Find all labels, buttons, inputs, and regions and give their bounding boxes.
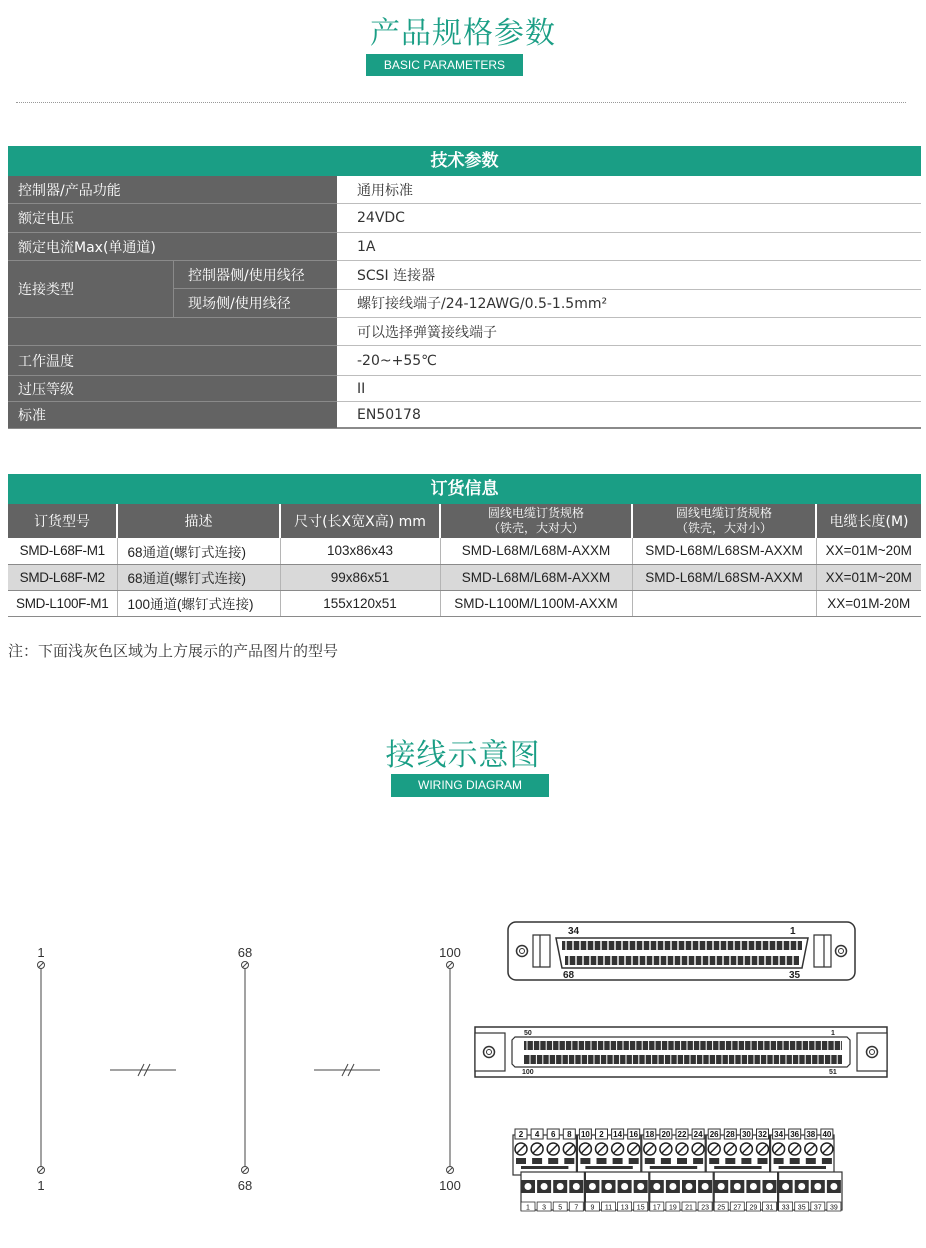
scsi68-label-bottom-right: 35 [789,970,801,981]
col-cable-small-line2: （铁壳，大对小） [675,521,772,535]
tech-row-temperature [8,346,921,376]
terminal-top-number: 4 [534,1130,540,1139]
col-cable-large-line1: 圆线电缆订货规格 [487,506,584,520]
wiring-section-badge: WIRING DIAGRAM [391,774,549,797]
break-symbol-2 [314,1064,380,1076]
scsi68-label-top-left: 34 [568,926,580,937]
spec-section-badge: BASIC PARAMETERS [366,54,523,76]
terminal-bottom-number: 37 [813,1204,822,1212]
terminal-hole-icon [605,1183,612,1190]
terminal-wire-entry [693,1158,703,1164]
terminal-wire-entry [548,1158,558,1164]
tech-row-connection-extra [8,318,921,346]
line100-bottom-label: 100 [439,1178,461,1193]
terminal-wire-entry [661,1158,671,1164]
terminal-top-number: 6 [550,1130,556,1139]
wire-line-1 [38,962,45,1174]
terminal-upper-label-strip [779,1166,826,1169]
terminal-bottom-number: 21 [685,1204,693,1212]
cell-length: XX=01M~20M [816,564,921,590]
spec-section-title: 产品规格参数 [370,16,556,51]
terminal-top-number: 30 [741,1130,751,1139]
col-cable-small-line1: 圆线电缆订货规格 [675,506,772,520]
cell-model: SMD-L68F-M2 [8,564,117,590]
col-cable-small [632,504,816,538]
terminal-wire-entry [580,1158,590,1164]
terminal-hole-icon [669,1183,676,1190]
tech-row-function [8,176,921,204]
scsi-68-connector [508,922,855,981]
terminal-bottom-number: 9 [590,1204,595,1212]
cell-desc: 68通道(螺钉式连接) [117,564,280,590]
wire-line-100 [447,962,454,1174]
break-symbol-1 [110,1064,176,1076]
order-table-header-row [8,504,921,538]
cell-model: SMD-L68F-M1 [8,538,117,564]
tech-table-heading: 技术参数 [8,146,921,176]
col-length: 电缆长度(M) [816,504,921,538]
terminal-top-number: 10 [580,1130,590,1139]
cell-length: XX=01M-20M [816,590,921,616]
terminal-wire-entry [532,1158,542,1164]
row-label: 控制器/产品功能 [8,176,337,204]
col-cable-large [440,504,632,538]
order-info-table [8,474,921,617]
terminal-wire-entry [516,1158,526,1164]
cell-cable-small [632,590,816,616]
terminal-bottom-number: 19 [669,1204,677,1212]
cell-length: XX=01M~20M [816,538,921,564]
terminal-bottom-number: 35 [797,1204,806,1212]
row-label: 额定电压 [8,204,337,233]
terminal-upper-label-strip [650,1166,697,1169]
terminal-top-number: 18 [645,1130,655,1139]
col-size: 尺寸(长X宽X高) mm [280,504,440,538]
terminal-top-number: 24 [693,1130,703,1139]
terminal-top-number: 20 [661,1130,671,1139]
terminal-bottom-number: 5 [558,1204,563,1212]
terminal-wire-entry [758,1158,768,1164]
field-side-label: 现场侧/使用线径 [174,289,337,318]
terminal-hole-icon [637,1183,644,1190]
terminal-bottom-number: 15 [636,1204,645,1212]
cell-size: 99x86x51 [280,564,440,590]
terminal-wire-entry [774,1158,784,1164]
line1-top-label: 1 [37,945,45,960]
terminal-top-number: 34 [774,1130,784,1139]
terminal-top-number: 32 [758,1130,767,1139]
wire-line-68 [242,962,249,1174]
terminal-hole-icon [589,1183,596,1190]
row-value: EN50178 [337,402,921,429]
terminal-hole-icon [798,1183,805,1190]
terminal-hole-icon [750,1183,757,1190]
terminal-top-number: 40 [822,1130,832,1139]
cell-size: 155x120x51 [280,590,440,616]
terminal-bottom-number: 39 [830,1204,838,1212]
tech-row-voltage [8,204,921,233]
terminal-bottom-number: 13 [620,1204,629,1212]
terminal-top-number: 2 [599,1130,604,1139]
row-value: 可以选择弹簧接线端子 [337,318,921,346]
terminal-hole-icon [557,1183,564,1190]
row-value: 通用标准 [337,176,921,204]
terminal-top-number: 26 [709,1130,719,1139]
terminal-wire-entry [806,1158,816,1164]
cell-cable-large: SMD-L68M/L68M-AXXM [440,564,632,590]
terminal-wire-entry [741,1158,751,1164]
terminal-hole-icon [653,1183,660,1190]
terminal-wire-entry [790,1158,800,1164]
terminal-bottom-number: 11 [604,1204,613,1212]
terminal-hole-icon [525,1183,532,1190]
terminal-wire-entry [597,1158,607,1164]
terminal-hole-icon [541,1183,548,1190]
table-row [8,564,921,590]
line68-top-label: 68 [237,945,253,960]
table-row [8,538,921,564]
row-value: 24VDC [337,204,921,233]
row-value: 1A [337,233,921,261]
terminal-hole-icon [686,1183,693,1190]
terminal-wire-entry [677,1158,687,1164]
terminal-bottom-number: 3 [542,1204,547,1212]
terminal-top-number: 38 [806,1130,816,1139]
line68-bottom-label: 68 [237,1178,253,1193]
terminal-hole-icon [621,1183,628,1190]
col-model: 订货型号 [8,504,117,538]
scsi68-label-top-right: 1 [790,926,796,937]
terminal-bottom-number: 7 [574,1204,579,1212]
cell-cable-small: SMD-L68M/L68SM-AXXM [632,538,816,564]
cell-desc: 68通道(螺钉式连接) [117,538,280,564]
tech-row-current [8,233,921,261]
scsi100-label-bottom-left: 100 [522,1069,534,1076]
scsi68-label-bottom-left: 68 [563,970,575,981]
scsi100-label-bottom-right: 51 [829,1069,837,1076]
cell-cable-small: SMD-L68M/L68SM-AXXM [632,564,816,590]
col-cable-large-line2: （铁壳，大对大） [487,521,584,535]
line1-bottom-label: 1 [37,1178,45,1193]
terminal-bottom-number: 29 [749,1204,758,1212]
scsi100-label-top-right: 1 [831,1030,835,1037]
terminal-top-number: 8 [567,1130,572,1139]
terminal-top-number: 2 [518,1130,524,1139]
terminal-upper-label-strip [521,1166,568,1169]
tech-params-table [8,146,921,429]
terminal-wire-entry [822,1158,832,1164]
scsi100-label-top-left: 50 [524,1030,532,1037]
terminal-bottom-number: 25 [717,1204,726,1212]
cell-model: SMD-L100F-M1 [8,590,117,616]
scsi-100-connector [475,1027,887,1077]
terminal-bottom-number: 27 [733,1204,742,1212]
controller-side-label: 控制器侧/使用线径 [174,261,337,289]
terminal-hole-icon [814,1183,821,1190]
terminal-bottom-number: 1 [526,1204,530,1212]
tech-row-standard [8,402,921,429]
terminal-hole-icon [573,1183,580,1190]
terminal-top-number: 16 [629,1130,639,1139]
tech-row-connection [8,261,921,318]
terminal-upper-label-strip [585,1166,632,1169]
terminal-wire-entry [709,1158,719,1164]
line100-top-label: 100 [439,945,461,960]
cell-cable-large: SMD-L68M/L68M-AXXM [440,538,632,564]
order-table-heading: 订货信息 [8,474,921,504]
row-label-empty [8,318,337,346]
field-side-value: 螺钉接线端子/24-12AWG/0.5-1.5mm² [337,290,921,319]
row-label: 工作温度 [8,346,337,376]
terminal-hole-icon [702,1183,709,1190]
terminal-upper-label-strip [714,1166,761,1169]
cell-size: 103x86x43 [280,538,440,564]
row-label: 过压等级 [8,376,337,402]
wiring-diagram [0,900,926,1230]
terminal-hole-icon [718,1183,725,1190]
terminal-hole-icon [766,1183,773,1190]
cell-cable-large: SMD-L100M/L100M-AXXM [440,590,632,616]
terminal-wire-entry [629,1158,639,1164]
terminal-wire-entry [725,1158,735,1164]
terminal-top-number: 22 [677,1130,687,1139]
controller-side-value: SCSI 连接器 [337,261,921,290]
terminal-bottom-number: 33 [781,1204,790,1212]
terminal-bottom-number: 31 [765,1204,774,1212]
terminal-hole-icon [734,1183,741,1190]
row-value: II [337,376,921,402]
terminal-bottom-number: 23 [701,1204,709,1212]
terminal-top-number: 28 [725,1130,735,1139]
tech-row-overvoltage [8,376,921,402]
cell-desc: 100通道(螺钉式连接) [117,590,280,616]
connection-type-label: 连接类型 [8,261,174,318]
col-desc: 描述 [117,504,280,538]
terminal-hole-icon [782,1183,789,1190]
note-text: 注：下面浅灰色区域为上方展示的产品图片的型号 [8,642,339,660]
terminal-hole-icon [830,1183,837,1190]
wiring-section-title: 接线示意图 [385,738,541,773]
terminal-wire-entry [564,1158,574,1164]
terminal-block [513,1129,842,1212]
terminal-top-number: 36 [790,1130,800,1139]
terminal-bottom-number: 17 [652,1204,661,1212]
terminal-wire-entry [645,1158,655,1164]
section-divider [16,102,906,103]
row-label: 标准 [8,402,337,429]
row-label: 额定电流Max(单通道) [8,233,337,261]
table-row [8,590,921,616]
row-value: -20~+55℃ [337,346,921,376]
terminal-top-number: 14 [613,1130,623,1139]
terminal-wire-entry [613,1158,623,1164]
